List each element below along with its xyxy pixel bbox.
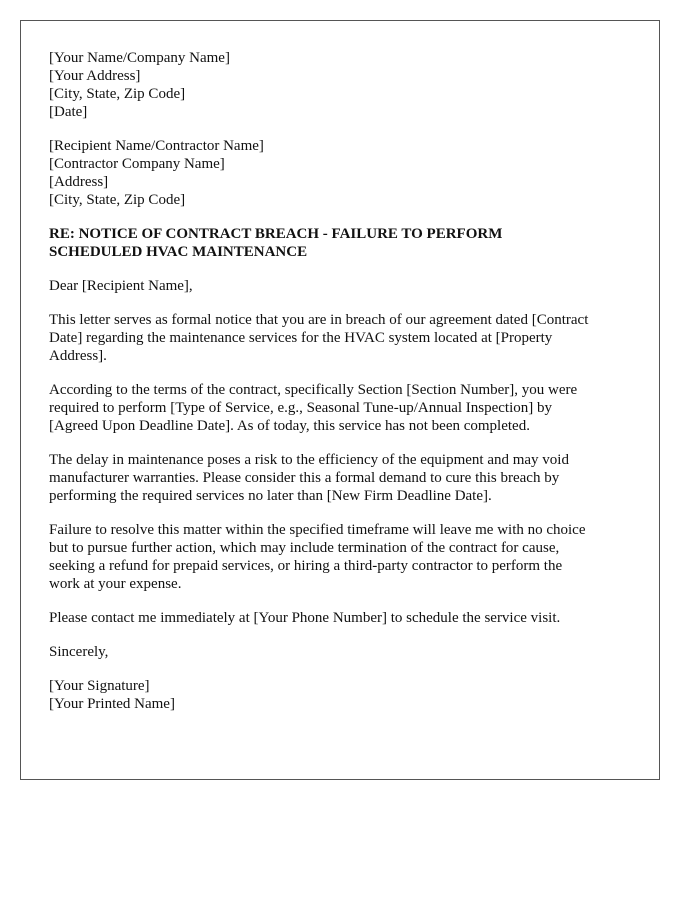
paragraph-line: manufacturer warranties. Please consider this a formal demand to cure this breach by [49, 470, 560, 486]
recipient-name: [Recipient Name/Contractor Name] [49, 138, 264, 154]
paragraph-line: Date] regarding the maintenance services for the HVAC system located at [Property [49, 330, 553, 346]
body-paragraph-3 [49, 451, 639, 505]
recipient-block [49, 137, 639, 209]
paragraph-line: The delay in maintenance poses a risk to the efficiency of the equipment and may void [49, 452, 569, 468]
sender-name: [Your Name/Company Name] [49, 50, 230, 66]
recipient-company: [Contractor Company Name] [49, 156, 225, 172]
sender-city-state-zip: [City, State, Zip Code] [49, 86, 186, 102]
body-paragraph-1 [49, 311, 639, 365]
paragraph-line: performing the required services no later than [New Firm Deadline Date]. [49, 488, 492, 504]
sender-block [49, 49, 639, 121]
paragraph-line: seeking a refund for prepaid services, or hiring a third-party contractor to perform the [49, 558, 563, 574]
letter-page [20, 20, 660, 780]
recipient-address: [Address] [49, 174, 109, 190]
closing: Sincerely, [49, 644, 109, 660]
paragraph-line: but to pursue further action, which may include termination of the contract for cause, [49, 540, 560, 556]
subject-line [49, 225, 639, 261]
paragraph-line: Address]. [49, 348, 107, 364]
letter-content [49, 49, 639, 729]
body-paragraph-5 [49, 609, 639, 627]
printed-name: [Your Printed Name] [49, 696, 175, 712]
paragraph-line: According to the terms of the contract, specifically Section [Section Number], you were [49, 382, 578, 398]
paragraph-line: [Agreed Upon Deadline Date]. As of today, this service has not been completed. [49, 418, 530, 434]
paragraph-line: required to perform [Type of Service, e.g., Seasonal Tune-up/Annual Inspection] by [49, 400, 552, 416]
letter-date: [Date] [49, 104, 88, 120]
paragraph-line: This letter serves as formal notice that you are in breach of our agreement dated [Contract [49, 312, 589, 328]
paragraph-line: work at your expense. [49, 576, 182, 592]
sender-address: [Your Address] [49, 68, 141, 84]
signature-line: [Your Signature] [49, 678, 150, 694]
subject-line-2: SCHEDULED HVAC MAINTENANCE [49, 244, 308, 260]
subject-line-1: RE: NOTICE OF CONTRACT BREACH - FAILURE TO PERFORM [49, 226, 503, 242]
paragraph-line: Please contact me immediately at [Your Phone Number] to schedule the service visit. [49, 610, 561, 626]
body-paragraph-4 [49, 521, 639, 593]
paragraph-line: Failure to resolve this matter within the specified timeframe will leave me with no choice [49, 522, 586, 538]
salutation: Dear [Recipient Name], [49, 278, 193, 294]
signature-block [49, 677, 639, 713]
recipient-city-state-zip: [City, State, Zip Code] [49, 192, 186, 208]
body-paragraph-2 [49, 381, 639, 435]
